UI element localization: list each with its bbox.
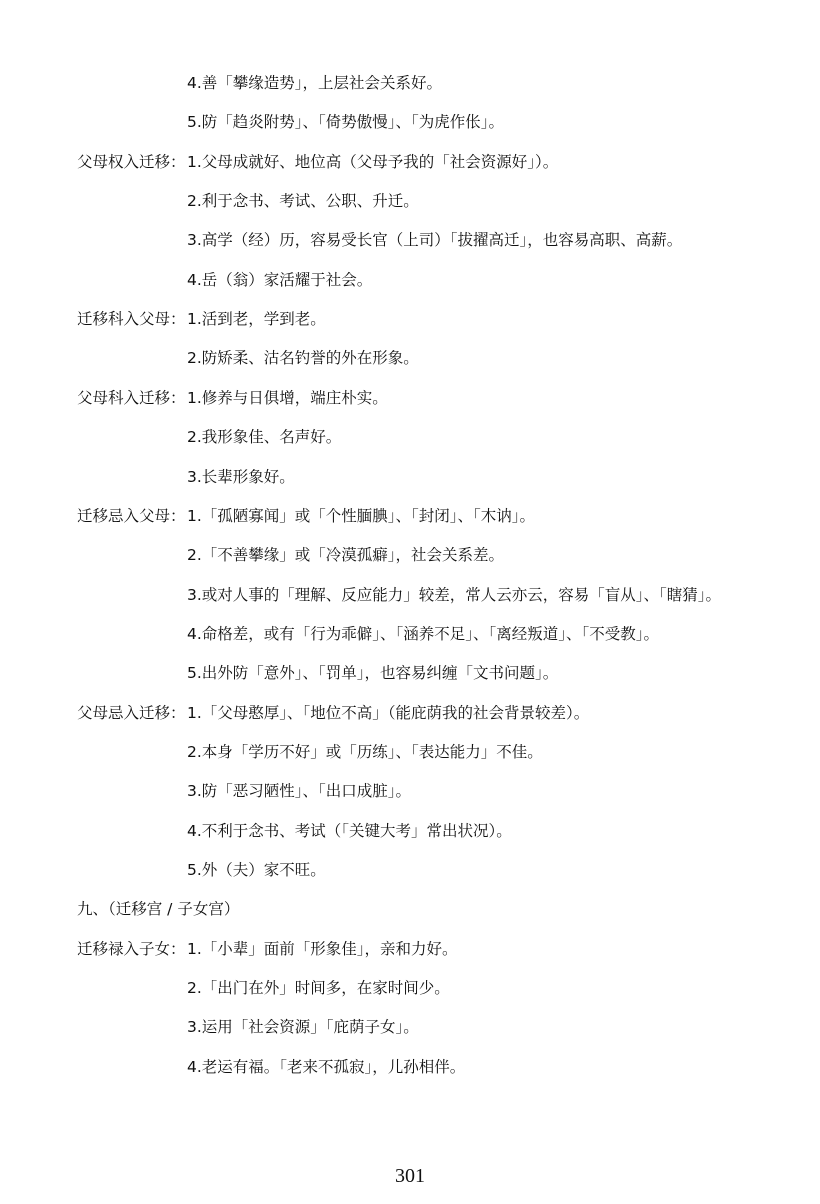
text-line: 1.父母成就好、地位高（父母予我的「社会资源好」）。: [187, 153, 559, 171]
text-line: 2.利于念书、考试、公职、升迁。: [187, 192, 419, 210]
section-label: 迁移科入父母：: [77, 310, 186, 328]
section-label: 父母权入迁移：: [77, 153, 186, 171]
section-label: 父母忌入迁移：: [77, 704, 186, 722]
text-line: 1.「孤陋寡闻」或「个性腼腆」、「封闭」、「木讷」。: [187, 507, 536, 525]
text-line: 2.防矫柔、沽名钓誉的外在形象。: [187, 349, 419, 367]
text-line: 4.不利于念书、考试（「关键大考」常出状况）。: [187, 822, 512, 840]
text-line: 4.善「攀缘造势」，上层社会关系好。: [187, 74, 443, 92]
page-number: 301: [395, 1165, 425, 1187]
text-line: 5.出外防「意外」、「罚单」，也容易纠缠「文书问题」。: [187, 664, 559, 682]
text-line: 3.高学（经）历，容易受长官（上司）「拔擢高迁」，也容易高职、高薪。: [187, 231, 683, 249]
section-label: 父母科入迁移：: [77, 389, 186, 407]
section-label: 迁移禄入子女：: [77, 940, 186, 958]
text-line: 2.「出门在外」时间多，在家时间少。: [187, 979, 450, 997]
text-line: 5.防「趋炎附势」、「倚势傲慢」、「为虎作伥」。: [187, 113, 505, 131]
text-line: 4.岳（翁）家活耀于社会。: [187, 271, 373, 289]
text-line: 3.或对人事的「理解、反应能力」较差，常人云亦云，容易「盲从」、「瞎猜」。: [187, 586, 722, 604]
text-line: 4.命格差，或有「行为乖僻」、「涵养不足」、「离经叛道」、「不受教」。: [187, 625, 660, 643]
text-line: 1.「父母憨厚」、「地位不高」（能庇荫我的社会背景较差）。: [187, 704, 590, 722]
text-line: 5.外（夫）家不旺。: [187, 861, 326, 879]
text-line: 1.修养与日俱增，端庄朴实。: [187, 389, 388, 407]
section-label: 迁移忌入父母：: [77, 507, 186, 525]
text-line: 3.运用「社会资源」「庇荫子女」。: [187, 1018, 419, 1036]
text-line: 2.本身「学历不好」或「历练」、「表达能力」不佳。: [187, 743, 543, 761]
text-line: 2.「不善攀缘」或「冷漠孤癖」，社会关系差。: [187, 546, 505, 564]
text-line: 2.我形象佳、名声好。: [187, 428, 342, 446]
text-line: 1.「小辈」面前「形象佳」，亲和力好。: [187, 940, 458, 958]
text-line: 4.老运有福。「老来不孤寂」，儿孙相伴。: [187, 1058, 466, 1076]
text-line: 3.防「恶习陋性」、「出口成脏」。: [187, 782, 412, 800]
text-line: 1.活到老，学到老。: [187, 310, 326, 328]
section-label: 九、（迁移宫 / 子女宫）: [77, 900, 240, 918]
text-line: 3.长辈形象好。: [187, 468, 295, 486]
